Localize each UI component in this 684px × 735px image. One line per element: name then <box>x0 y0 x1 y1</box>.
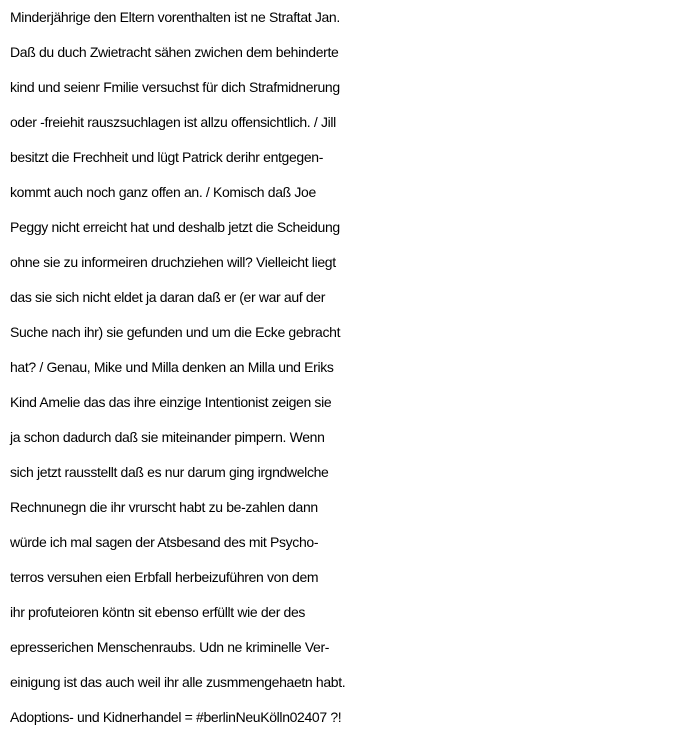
text-line-11: hat? / Genau, Mike und Milla denken an Milla und Eriks <box>10 359 334 375</box>
text-line-14: sich jetzt rausstellt daß es nur darum ging irgndwelche <box>10 464 329 480</box>
text-line-7: Peggy nicht erreicht hat und deshalb jetzt die Scheidung <box>10 219 340 235</box>
text-line-21: Adoptions- und Kidnerhandel = #berlinNeuKölln02407 ?! <box>10 709 342 725</box>
text-line-12: Kind Amelie das das ihre einzige Intentionist zeigen sie <box>10 394 332 410</box>
text-line-13: ja schon dadurch daß sie miteinander pimpern. Wenn <box>10 429 325 445</box>
text-line-5: besitzt die Frechheit und lügt Patrick derihr entgegen- <box>10 149 324 165</box>
text-line-17: terros versuhen eien Erbfall herbeizuführen von dem <box>10 569 319 585</box>
text-line-19: epresserichen Menschenraubs. Udn ne kriminelle Ver- <box>10 639 330 655</box>
text-line-1: Minderjährige den Eltern vorenthalten ist ne Straftat Jan. <box>10 9 340 25</box>
text-line-15: Rechnunegn die ihr vrurscht habt zu be-zahlen dann <box>10 499 318 515</box>
text-line-4: oder -freiehit rauszsuchlagen ist allzu offensichtlich. / Jill <box>10 114 336 130</box>
text-line-20: einigung ist das auch weil ihr alle zusmmengehaetn habt. <box>10 674 346 690</box>
text-line-10: Suche nach ihr) sie gefunden und um die Ecke gebracht <box>10 324 341 340</box>
text-line-8: ohne sie zu informeiren druchziehen will? Vielleicht liegt <box>10 254 336 270</box>
document-page <box>10 0 680 730</box>
text-line-2: Daß du duch Zwietracht sähen zwichen dem behinderte <box>10 44 339 60</box>
text-line-9: das sie sich nicht eldet ja daran daß er (er war auf der <box>10 289 326 305</box>
text-line-3: kind und seienr Fmilie versuchst für dich Strafmidnerung <box>10 79 340 95</box>
text-line-18: ihr profuteioren köntn sit ebenso erfüllt wie der des <box>10 604 306 620</box>
text-line-6: kommt auch noch ganz offen an. / Komisch daß Joe <box>10 184 316 200</box>
text-line-16: würde ich mal sagen der Atsbesand des mit Psycho- <box>10 534 319 550</box>
